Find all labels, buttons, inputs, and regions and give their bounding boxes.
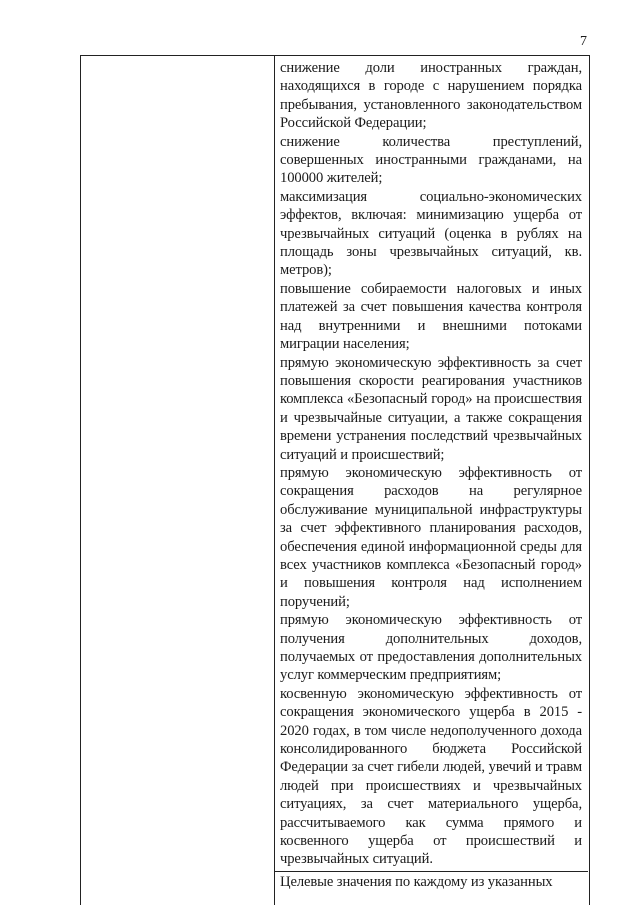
paragraph-tax-collection: повышение собираемости налоговых и иных платежей за счет повышения качества контроля над внутренними и внешними потоками миграции населения; [280,280,582,353]
paragraph-additional-income: прямую экономическую эффективность от получения дополнительных доходов, получаемых от предоставления дополнительных услуг коммерческим предприятиям; [280,612,582,684]
right-cell [280,59,582,891]
paragraph-socio-economic: максимизация социально-экономических эффектов, включая: минимизацию ущерба от чрезвычайных ситуаций (оценка в рублях на площадь зоны чрезвычайных ситуаций, кв. метров); [280,188,582,279]
column-divider [274,56,275,905]
paragraph-response-speed: прямую экономическую эффективность за счет повышения скорости реагирования участников комплекса «Безопасный город» на происшествия и чрезвычайные ситуации, а также сокращения времени устранения последствий чрезвычайных ситуаций и происшествий; [280,354,582,463]
paragraph-crime-reduction: снижение количества преступлений, совершенных иностранными гражданами, на 100000 жителей; [280,133,582,187]
next-row-text: Целевые значения по каждому из указанных [280,873,553,890]
row-separator [274,871,588,872]
paragraph-indirect-efficiency: косвенную экономическую эффективность от сокращения экономического ущерба в 2015 - 2020 годах, в том числе недополученного дохода консолидированного бюджета Российской Федерации за счет гибели людей, увечий и травм людей при происшествиях и чрезвычайных ситуациях, за счет материального ущерба, рассчитываемого как сумма прямого и косвенного ущерба от происшествий и чрезвычайных ситуаций. [280,685,582,868]
paragraph-infrastructure: прямую экономическую эффективность от сокращения расходов на регулярное обслуживание муниципальной инфраструктуры за счет эффективного планирования расходов, обеспечения единой информационной среды для всех участников комплекса «Безопасный город» и повышения контроля над исполнением поручений; [280,464,582,610]
page-number: 7 [580,34,587,49]
paragraph-foreign-citizens: снижение доли иностранных граждан, находящихся в городе с нарушением порядка пребывания, установленного законодательством Российской Федерации; [280,60,582,132]
document-table [80,55,590,905]
